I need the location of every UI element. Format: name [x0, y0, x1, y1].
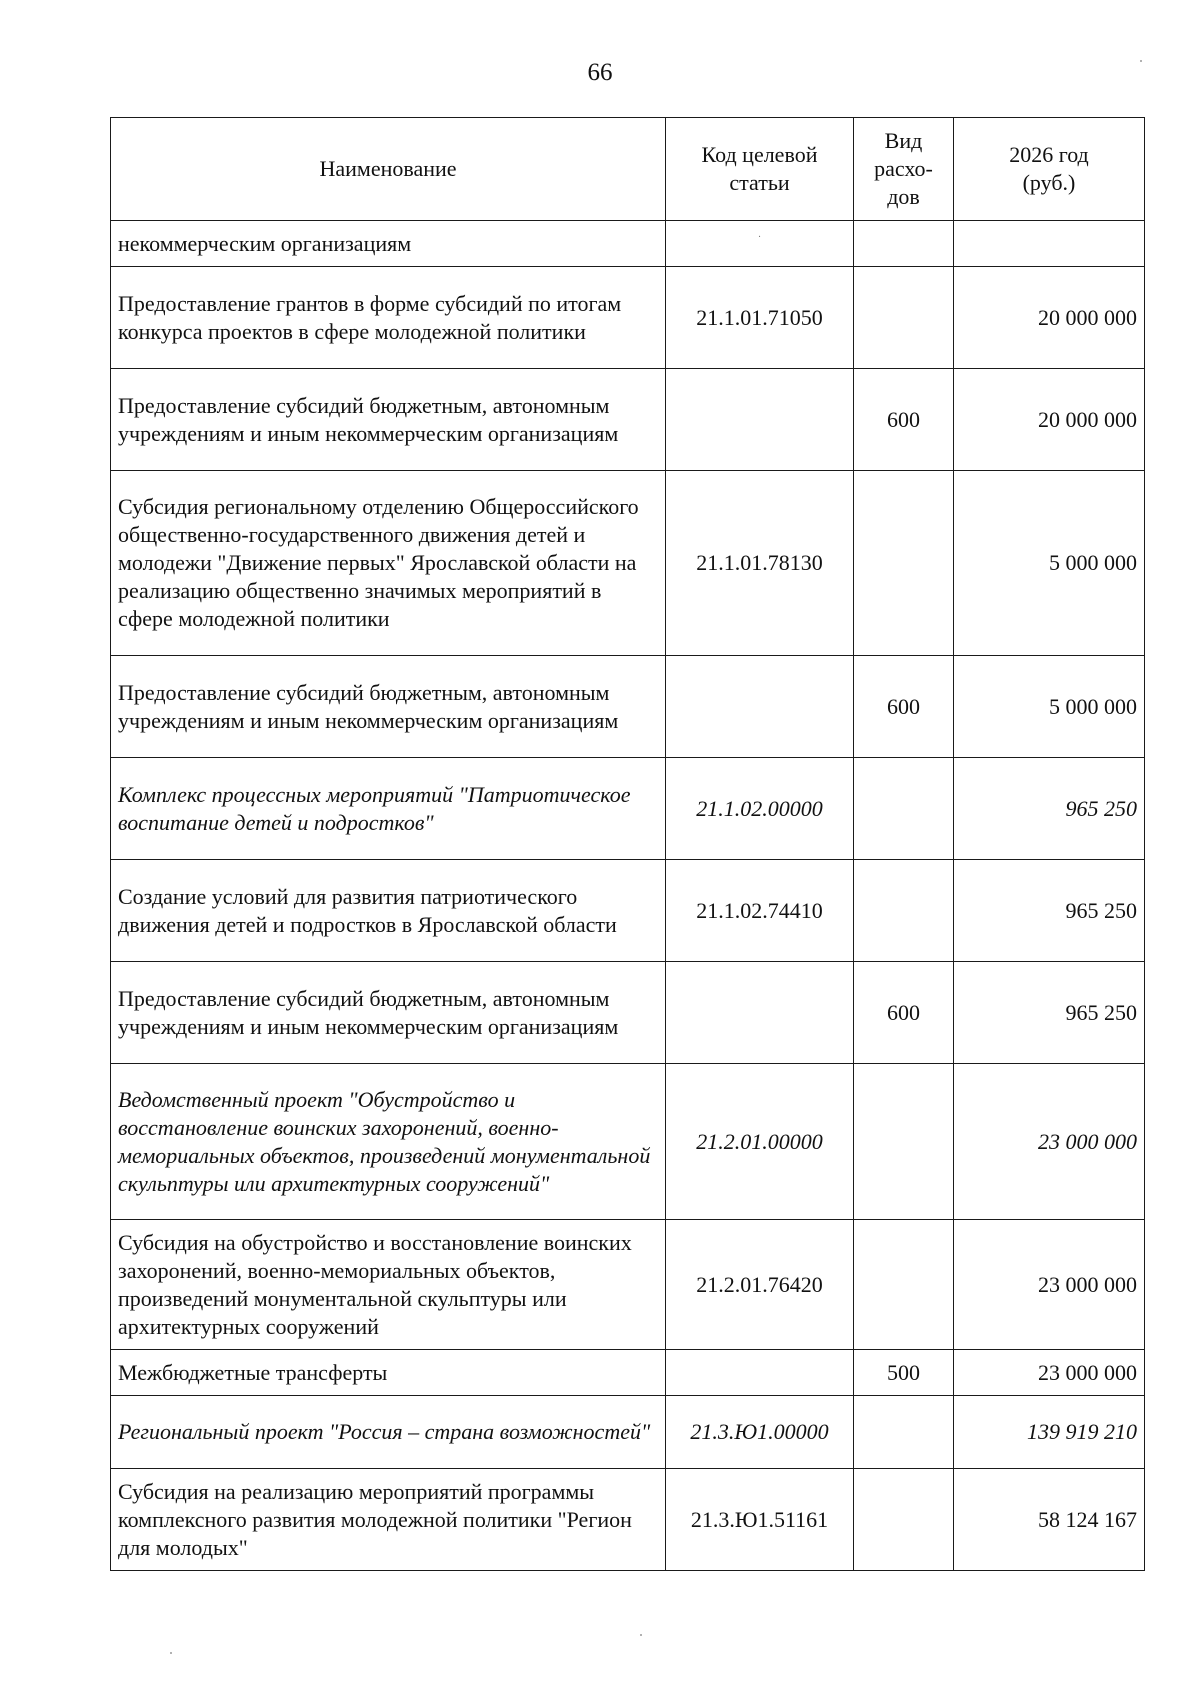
- header-code: [666, 118, 854, 221]
- cell-kind: [854, 860, 954, 962]
- cell-kind: [854, 1469, 954, 1571]
- cell-sum: 5 000 000: [954, 471, 1145, 656]
- cell-kind: 500: [854, 1350, 954, 1396]
- cell-code: 21.1.01.78130: [666, 471, 854, 656]
- header-code-text: Код целевой статьи: [701, 142, 818, 195]
- cell-sum: 23 000 000: [954, 1064, 1145, 1220]
- table-row: [111, 1396, 1145, 1469]
- scan-speck: [1140, 60, 1142, 62]
- cell-sum: 965 250: [954, 758, 1145, 860]
- cell-sum: 58 124 167: [954, 1469, 1145, 1571]
- cell-name: Ведомственный проект "Обустройство и восстановление воинских захоронений, военно-мемориальных объектов, произведений монументальной скульптуры или архитектурных сооружений": [111, 1064, 666, 1220]
- header-year: [954, 118, 1145, 221]
- header-kind: [854, 118, 954, 221]
- cell-sum: 5 000 000: [954, 656, 1145, 758]
- table-row: [111, 221, 1145, 267]
- cell-kind: [854, 221, 954, 267]
- table-body: [111, 221, 1145, 1571]
- scan-speck: [170, 1652, 172, 1654]
- cell-kind: [854, 758, 954, 860]
- cell-kind: [854, 1396, 954, 1469]
- table-row: [111, 471, 1145, 656]
- cell-sum: 20 000 000: [954, 267, 1145, 369]
- cell-name: Комплекс процессных мероприятий "Патриотическое воспитание детей и подростков": [111, 758, 666, 860]
- table-row: [111, 758, 1145, 860]
- table-row: [111, 1469, 1145, 1571]
- scan-mark: ·: [757, 232, 762, 243]
- table-row: [111, 1350, 1145, 1396]
- header-year-text: 2026 год (руб.): [1009, 142, 1089, 195]
- cell-name: Субсидия региональному отделению Общероссийского общественно-государственного движения детей и молодежи "Движение первых" Ярославской области на реализацию общественно значимых мероприятий в сфере молодежной политики: [111, 471, 666, 656]
- cell-name: Предоставление субсидий бюджетным, автономным учреждениям и иным некоммерческим организациям: [111, 656, 666, 758]
- cell-code: 21.2.01.00000: [666, 1064, 854, 1220]
- page-number: 66: [587, 59, 613, 86]
- scan-speck: [640, 1634, 642, 1636]
- cell-kind: [854, 1064, 954, 1220]
- table-row: [111, 369, 1145, 471]
- budget-table: [110, 117, 1145, 1571]
- cell-kind: 600: [854, 962, 954, 1064]
- header-row: [111, 118, 1145, 221]
- table-row: [111, 1220, 1145, 1350]
- header-name: Наименование: [111, 118, 666, 221]
- cell-name: Создание условий для развития патриотического движения детей и подростков в Ярославской области: [111, 860, 666, 962]
- cell-sum: 139 919 210: [954, 1396, 1145, 1469]
- cell-code: 21.3.Ю1.51161: [666, 1469, 854, 1571]
- table-row: [111, 1064, 1145, 1220]
- cell-name: некоммерческим организациям: [111, 221, 666, 267]
- cell-sum: 20 000 000: [954, 369, 1145, 471]
- cell-sum: [954, 221, 1145, 267]
- cell-kind: 600: [854, 656, 954, 758]
- cell-sum: 23 000 000: [954, 1350, 1145, 1396]
- cell-name: Региональный проект "Россия – страна возможностей": [111, 1396, 666, 1469]
- cell-name: Субсидия на обустройство и восстановление воинских захоронений, военно-мемориальных объектов, произведений монументальной скульптуры или архитектурных сооружений: [111, 1220, 666, 1350]
- cell-code: [666, 656, 854, 758]
- cell-name: Предоставление субсидий бюджетным, автономным учреждениям и иным некоммерческим организациям: [111, 962, 666, 1064]
- table-row: [111, 267, 1145, 369]
- cell-code: [666, 962, 854, 1064]
- cell-code: 21.1.02.00000: [666, 758, 854, 860]
- table-row: [111, 962, 1145, 1064]
- cell-sum: 965 250: [954, 962, 1145, 1064]
- table-header: [111, 118, 1145, 221]
- cell-code: 21.3.Ю1.00000: [666, 1396, 854, 1469]
- cell-code: 21.2.01.76420: [666, 1220, 854, 1350]
- cell-code: [666, 221, 854, 267]
- cell-kind: [854, 471, 954, 656]
- cell-kind: 600: [854, 369, 954, 471]
- cell-kind: [854, 1220, 954, 1350]
- table-row: [111, 860, 1145, 962]
- cell-sum: 23 000 000: [954, 1220, 1145, 1350]
- cell-sum: 965 250: [954, 860, 1145, 962]
- cell-name: Межбюджетные трансферты: [111, 1350, 666, 1396]
- cell-name: Предоставление субсидий бюджетным, автономным учреждениям и иным некоммерческим организациям: [111, 369, 666, 471]
- cell-kind: [854, 267, 954, 369]
- table-row: [111, 656, 1145, 758]
- cell-code: 21.1.02.74410: [666, 860, 854, 962]
- cell-code: 21.1.01.71050: [666, 267, 854, 369]
- cell-name: Субсидия на реализацию мероприятий программы комплексного развития молодежной политики "Регион для молодых": [111, 1469, 666, 1571]
- cell-name: Предоставление грантов в форме субсидий по итогам конкурса проектов в сфере молодежной политики: [111, 267, 666, 369]
- cell-code: [666, 1350, 854, 1396]
- header-kind-text: Вид расхо-дов: [874, 128, 933, 209]
- cell-code: [666, 369, 854, 471]
